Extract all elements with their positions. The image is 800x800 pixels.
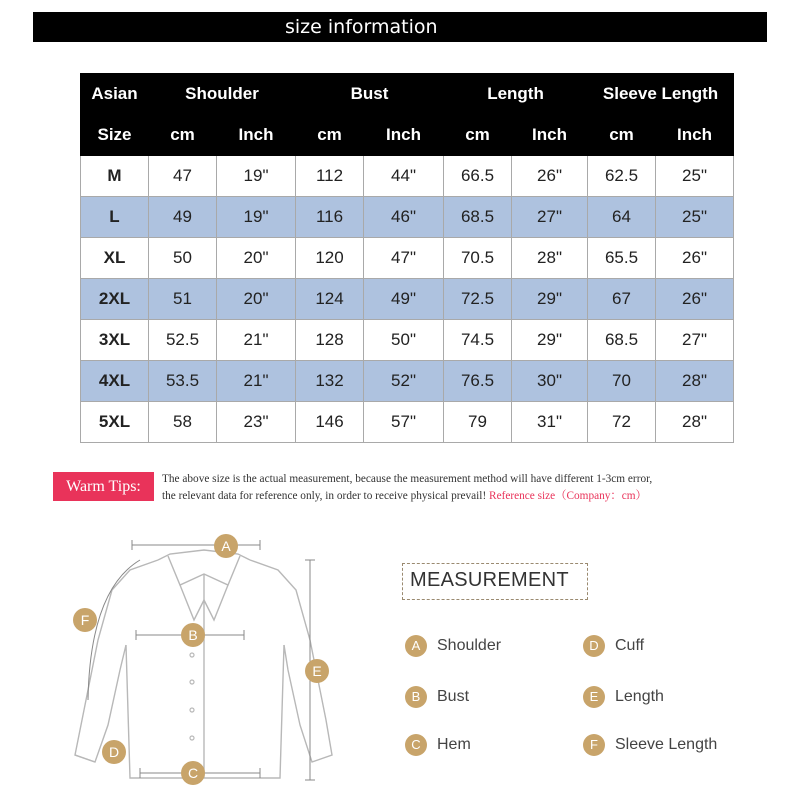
value-cell: 68.5: [444, 197, 512, 238]
value-cell: 112: [296, 156, 364, 197]
value-cell: 47: [149, 156, 217, 197]
legend-badge-b: B: [405, 686, 427, 708]
value-cell: 64: [588, 197, 656, 238]
value-cell: 20": [217, 238, 296, 279]
title-bar: [33, 12, 767, 42]
legend-label: Bust: [437, 688, 470, 705]
table-row: [81, 279, 734, 320]
value-cell: 25": [656, 197, 734, 238]
table-row: [81, 361, 734, 402]
subheader-cell: cm: [588, 115, 656, 156]
value-cell: 26": [512, 156, 588, 197]
value-cell: 128: [296, 320, 364, 361]
value-cell: 31": [512, 402, 588, 443]
value-cell: 46": [364, 197, 444, 238]
legend-badge-c: C: [405, 734, 427, 756]
value-cell: 19": [217, 156, 296, 197]
value-cell: 25": [656, 156, 734, 197]
size-cell: L: [81, 197, 149, 238]
value-cell: 53.5: [149, 361, 217, 402]
value-cell: 51: [149, 279, 217, 320]
size-table: [80, 73, 734, 443]
value-cell: 28": [656, 361, 734, 402]
value-cell: 29": [512, 320, 588, 361]
legend-label: Sleeve Length: [615, 736, 718, 753]
value-cell: 29": [512, 279, 588, 320]
value-cell: 21": [217, 320, 296, 361]
table-subheader-row: [81, 115, 734, 156]
subheader-cell: Size: [81, 115, 149, 156]
svg-text:B: B: [188, 627, 198, 643]
legend-item-cuff: [583, 635, 644, 657]
value-cell: 72.5: [444, 279, 512, 320]
subheader-cell: Inch: [656, 115, 734, 156]
badge-c-icon: [181, 761, 205, 785]
tips-line-2: [162, 488, 652, 505]
value-cell: 19": [217, 197, 296, 238]
legend-label: Shoulder: [437, 637, 502, 654]
table-row: [81, 238, 734, 279]
value-cell: 47": [364, 238, 444, 279]
size-cell: 3XL: [81, 320, 149, 361]
legend-label: Hem: [437, 736, 471, 753]
value-cell: 76.5: [444, 361, 512, 402]
table-row: [81, 402, 734, 443]
value-cell: 66.5: [444, 156, 512, 197]
svg-text:C: C: [187, 765, 199, 781]
value-cell: 52": [364, 361, 444, 402]
subheader-cell: cm: [149, 115, 217, 156]
table-row: [81, 320, 734, 361]
warm-tips-text: [162, 471, 652, 505]
value-cell: 44": [364, 156, 444, 197]
header-length: Length: [444, 74, 588, 115]
subheader-cell: cm: [296, 115, 364, 156]
value-cell: 57": [364, 402, 444, 443]
value-cell: 21": [217, 361, 296, 402]
svg-text:F: F: [80, 612, 90, 628]
table-row: [81, 156, 734, 197]
measurement-title-box: [402, 563, 588, 600]
subheader-cell: cm: [444, 115, 512, 156]
warm-tips-badge: Warm Tips:: [53, 472, 154, 501]
legend-item-shoulder: [405, 635, 501, 657]
size-cell: 5XL: [81, 402, 149, 443]
value-cell: 132: [296, 361, 364, 402]
value-cell: 28": [512, 238, 588, 279]
header-shoulder: Shoulder: [149, 74, 296, 115]
subheader-cell: Inch: [512, 115, 588, 156]
legend-item-length: [583, 686, 664, 708]
legend-badge-f: F: [583, 734, 605, 756]
value-cell: 62.5: [588, 156, 656, 197]
value-cell: 67: [588, 279, 656, 320]
badge-e-icon: [305, 659, 329, 683]
legend-item-hem: [405, 734, 471, 756]
value-cell: 52.5: [149, 320, 217, 361]
value-cell: 26": [656, 238, 734, 279]
badge-b-icon: [181, 623, 205, 647]
subheader-cell: Inch: [217, 115, 296, 156]
badge-a-icon: [214, 534, 238, 558]
svg-text:A: A: [221, 538, 231, 554]
header-bust: Bust: [296, 74, 444, 115]
value-cell: 124: [296, 279, 364, 320]
tips-line-2-text: the relevant data for reference only, in order to receive physical prevail!: [162, 490, 487, 502]
size-cell: 4XL: [81, 361, 149, 402]
legend-badge-a: A: [405, 635, 427, 657]
value-cell: 120: [296, 238, 364, 279]
legend-label: Length: [615, 688, 664, 705]
value-cell: 116: [296, 197, 364, 238]
shirt-buttons: [190, 626, 194, 767]
reference-size-note: Reference size（Company：cm）: [489, 490, 647, 502]
value-cell: 65.5: [588, 238, 656, 279]
size-cell: M: [81, 156, 149, 197]
legend-item-sleeve-length: [583, 734, 717, 756]
value-cell: 50: [149, 238, 217, 279]
value-cell: 68.5: [588, 320, 656, 361]
shirt-diagram: [60, 530, 360, 795]
value-cell: 49": [364, 279, 444, 320]
value-cell: 49: [149, 197, 217, 238]
value-cell: 23": [217, 402, 296, 443]
value-cell: 146: [296, 402, 364, 443]
legend-item-bust: [405, 686, 469, 708]
table-row: [81, 197, 734, 238]
value-cell: 20": [217, 279, 296, 320]
badge-f-icon: [73, 608, 97, 632]
value-cell: 79: [444, 402, 512, 443]
size-cell: 2XL: [81, 279, 149, 320]
svg-text:D: D: [108, 744, 120, 760]
value-cell: 30": [512, 361, 588, 402]
value-cell: 27": [512, 197, 588, 238]
value-cell: 70: [588, 361, 656, 402]
legend-badge-d: D: [583, 635, 605, 657]
measurement-title: MEASUREMENT: [410, 569, 569, 591]
value-cell: 74.5: [444, 320, 512, 361]
legend-label: Cuff: [615, 637, 645, 654]
size-cell: XL: [81, 238, 149, 279]
value-cell: 70.5: [444, 238, 512, 279]
value-cell: 50": [364, 320, 444, 361]
header-asian: Asian: [81, 74, 149, 115]
legend-badge-e: E: [583, 686, 605, 708]
svg-text:E: E: [312, 663, 322, 679]
table-body: [81, 156, 734, 443]
tips-line-1: The above size is the actual measurement, because the measurement method will have different 1-3cm error,: [162, 473, 653, 485]
value-cell: 58: [149, 402, 217, 443]
subheader-cell: Inch: [364, 115, 444, 156]
value-cell: 72: [588, 402, 656, 443]
value-cell: 26": [656, 279, 734, 320]
value-cell: 28": [656, 402, 734, 443]
value-cell: 27": [656, 320, 734, 361]
header-sleeve-length: Sleeve Length: [588, 74, 734, 115]
badge-d-icon: [102, 740, 126, 764]
page-title: size information: [285, 16, 438, 38]
table-header-row: [81, 74, 734, 115]
